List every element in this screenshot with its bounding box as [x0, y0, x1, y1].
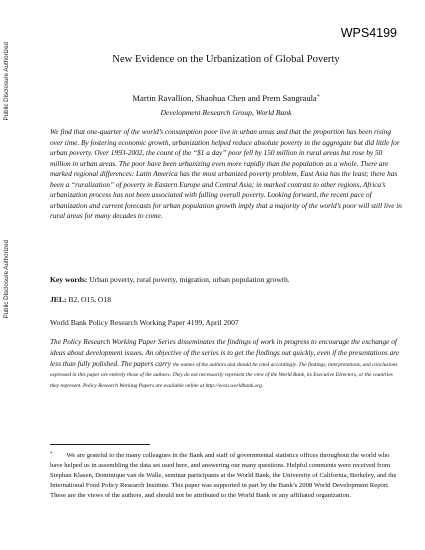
series-statement-main: The Policy Research Working Paper Series disseminates the findings of work in progress to encourage the exchange of ideas about development issues. An objective of the series is to get the findings out quickly, even if the presentations are less than fully polished. The papers carry: [50, 337, 400, 368]
footnote-text: We are grateful to the many colleagues in the Bank and staff of governmental statistics offices throughout the world who have helped us in assembling the data set used here, and answering our many questions. Helpful comments were received from Stephan Klasen, Dominique van de Walle, seminar participants at the World Bank, the University of California, Berkeley, and the International Food Policy Research Institute. This paper was supported in part by the Bank’s 2008 World Development Report. These are the views of the authors, and should not be attributed to the World Bank or any affiliated organization.: [50, 452, 397, 499]
footnote-mark: *: [50, 452, 53, 457]
disclosure-stamp-middle: Public Disclosure Authorized: [3, 240, 10, 319]
keywords-label: Key words:: [50, 275, 88, 284]
series-statement-small: the names of the authors and should be cited accordingly. The findings, interpretations, and conclusions expressed in this paper are entirely those of the authors. They do not necessarily represent the view of the World Bank, its Executive Directors, or the countries they represent. Policy Research Working Papers are available online at http://econ.worldbank.org.: [50, 361, 398, 390]
jel-text: B2, O15, O18: [68, 295, 111, 304]
author-line: [50, 93, 402, 103]
footnote-rule: [50, 444, 150, 445]
affiliation: Development Research Group, World Bank: [160, 108, 292, 117]
jel-label: JEL:: [50, 295, 67, 304]
author-names: Martin Ravallion, Shaohua Chen and Prem Sangraula: [132, 93, 317, 103]
jel-codes: [50, 295, 402, 304]
report-number: WPS4199: [340, 26, 397, 40]
keywords: [50, 275, 402, 284]
paper-title: New Evidence on the Urbanization of Global Poverty: [112, 54, 340, 65]
series-statement: [50, 337, 402, 391]
keywords-text: Urban poverty, rural poverty, migration, urban population growth.: [89, 275, 290, 284]
footnote: [50, 450, 402, 501]
author-footnote-mark: *: [316, 94, 320, 100]
disclosure-stamp-top: Public Disclosure Authorized: [3, 42, 10, 121]
abstract: We find that one-quarter of the world’s consumption poor live in urban areas and that the proportion has been rising over time. By fostering economic growth, urbanization helped reduce absolute poverty in the aggregate but did little for urban poverty. Over 1993-2002, the count of the “$1 a day” poor fell by 150 million in rural areas but rose by 50 million in urban areas. The poor have been urbanizing even more rapidly than the population as a whole. There are marked regional differences: Latin America has the most urbanized poverty problem, East Asia has the least; there has been a “ruralization” of poverty in Eastern Europe and Central Asia; in marked contrast to other regions, Africa’s urbanization process has not been associated with falling overall poverty. Looking forward, the recent pace of urbanization and current forecasts for urban population growth imply that a majority of the world’s poor will still live in rural areas for many decades to come.: [50, 127, 402, 220]
working-paper-citation: World Bank Policy Research Working Paper 4199, April 2007: [50, 318, 239, 327]
